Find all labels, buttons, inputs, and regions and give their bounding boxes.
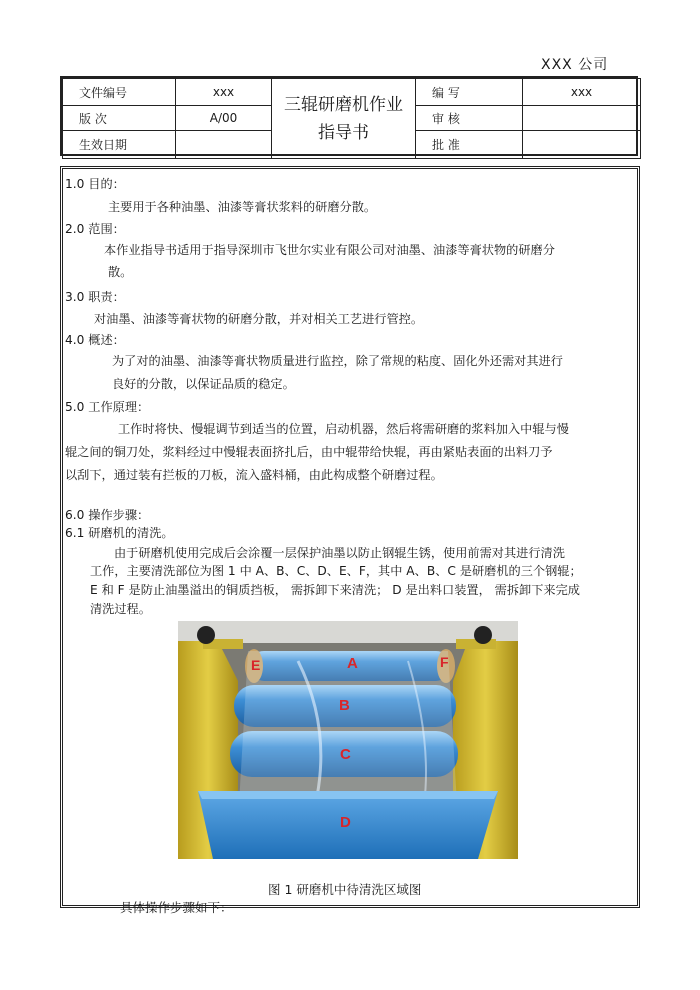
doc-no-label: 文件编号	[63, 79, 176, 106]
effective-date-value	[176, 131, 272, 159]
section-1-title: 1.0 目的：	[65, 177, 125, 191]
section-5-body-line1: 工作时将快、慢辊调节到适当的位置，启动机器，然后将需研磨的浆料加入中辊与慢	[118, 422, 569, 436]
section-6-1-title: 6.1 研磨机的清洗。	[65, 526, 174, 540]
label-b: B	[339, 697, 350, 714]
label-d: D	[340, 814, 351, 831]
after-text: 具体操作步骤如下：	[120, 900, 233, 915]
section-6-title: 6.0 操作步骤：	[65, 508, 150, 522]
writer-label: 编 写	[416, 79, 523, 106]
section-3-body: 对油墨、油漆等膏状物的研磨分散，并对相关工艺进行管控。	[94, 312, 424, 326]
section-5-body-line3: 以刮下，通过装有拦板的刀板，流入盛料桶，由此构成整个研磨过程。	[65, 468, 443, 482]
review-value	[523, 106, 641, 131]
section-4-body-line1: 为了对的油墨、油漆等膏状物质量进行监控，除了常规的粘度、固化外还需对其进行	[112, 354, 563, 368]
version-label: 版 次	[63, 106, 176, 131]
doc-title	[272, 79, 416, 159]
approve-value	[523, 131, 641, 159]
effective-date-label: 生效日期	[63, 131, 176, 159]
label-f: F	[440, 654, 449, 670]
section-6-1-body-line2: 工作，主要清洗部位为图 1 中 A、B、C、D、E、F，其中 A、B、C 是研磨机的三个钢辊；	[90, 564, 582, 578]
label-a: A	[347, 655, 358, 672]
mill-illustration	[178, 621, 518, 859]
label-e: E	[251, 657, 261, 673]
writer-value: xxx	[523, 79, 641, 106]
company-name: XXX 公司	[541, 57, 609, 73]
section-6-1-body-line1: 由于研磨机使用完成后会涂覆一层保护油墨以防止钢辊生锈，使用前需对其进行清洗	[114, 546, 565, 560]
section-6-1-body-line3: E 和 F 是防止油墨溢出的铜质挡板， 需拆卸下来清洗； D 是出料口装置， 需拆卸下来完成	[90, 583, 580, 597]
section-2-body-line2: 散。	[108, 265, 133, 279]
section-2-title: 2.0 范围：	[65, 222, 125, 236]
figure-caption: 图 1 研磨机中待清洗区域图	[268, 882, 422, 897]
version-value: A/00	[176, 106, 272, 131]
section-4-title: 4.0 概述：	[65, 333, 125, 347]
section-4-body-line2: 良好的分散，以保证品质的稳定。	[112, 377, 295, 391]
label-c: C	[340, 746, 351, 763]
doc-title-line1: 三辊研磨机作业	[284, 94, 403, 115]
section-6-1-body-line4: 清洗过程。	[90, 602, 151, 616]
review-label: 审 核	[416, 106, 523, 131]
mill-photo	[178, 621, 518, 859]
doc-no-value: xxx	[176, 79, 272, 106]
section-3-title: 3.0 职责：	[65, 290, 125, 304]
section-5-body-line2: 辊之间的铜刀处，浆料经过中慢辊表面挤扎后，由中辊带给快辊，再由紧贴表面的出料刀予	[65, 445, 553, 459]
approve-label: 批 准	[416, 131, 523, 159]
section-2-body-line1: 本作业指导书适用于指导深圳市飞世尔实业有限公司对油墨、油漆等膏状物的研磨分	[104, 243, 555, 257]
section-5-title: 5.0 工作原理：	[65, 400, 150, 414]
doc-title-line2: 指导书	[318, 122, 369, 143]
section-1-body: 主要用于各种油墨、油漆等膏状浆料的研磨分散。	[108, 200, 377, 214]
header-table	[60, 76, 638, 156]
